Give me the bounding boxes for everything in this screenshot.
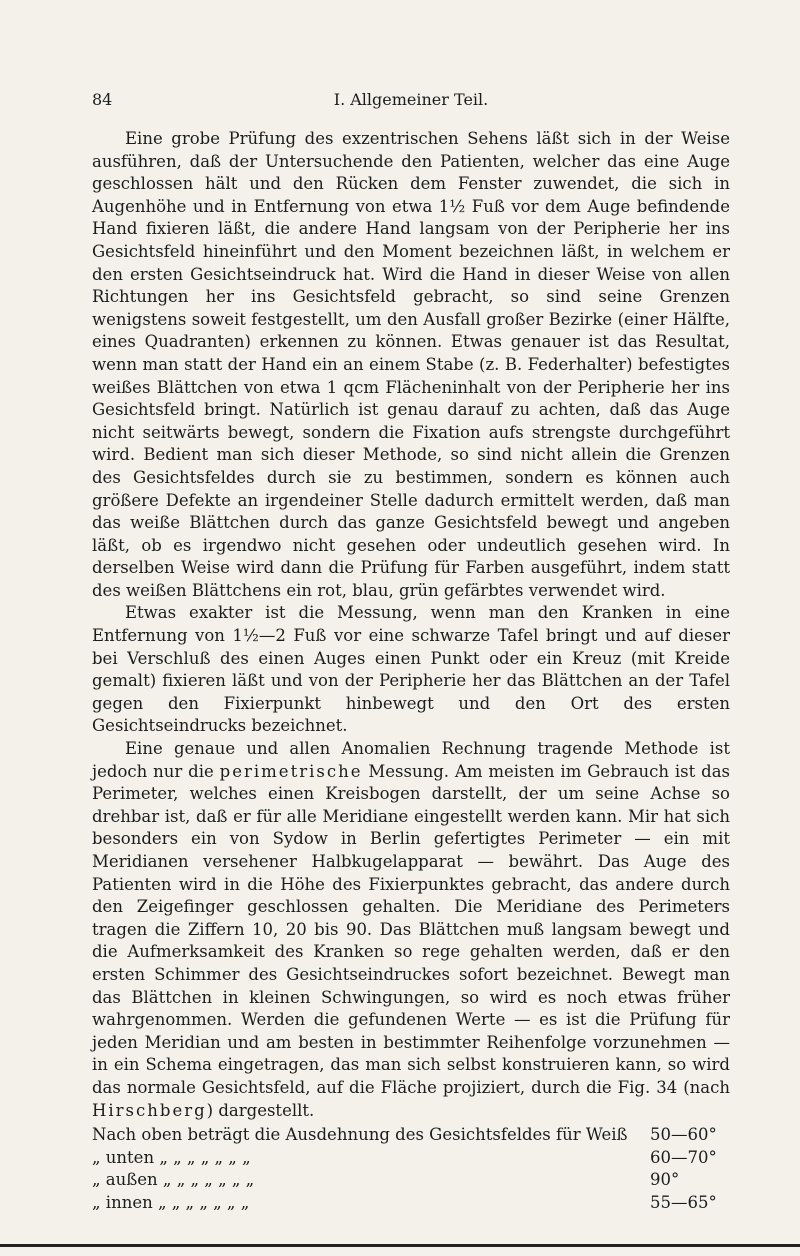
extent-label: „ unten „ „ „ „ „ „ „ <box>92 1147 251 1167</box>
emphasized-term: perimetrische <box>219 761 363 781</box>
list-item <box>92 1124 730 1147</box>
field-extent-list <box>92 1124 730 1214</box>
extent-value: 90° <box>650 1170 680 1190</box>
paragraph-perimeter <box>92 738 730 1122</box>
list-item <box>92 1192 730 1215</box>
paragraph-blackboard-test: Etwas exakter ist die Messung, wenn man den Kranken in eine Entfernung von 1½—2 Fuß vor eine schwarze Tafel bringt und auf dieser bei Verschluß des einen Auges einen Punkt oder ein Kreuz (mit Kreide gemalt) fixieren läßt und von der Peripherie her das Blättchen an der Tafel gegen den Fixierpunkt hinbewegt und den Ort des ersten Gesichtseindrucks bezeichnet. <box>92 603 730 736</box>
list-item <box>92 1169 730 1192</box>
extent-label: Nach oben beträgt die Ausdehnung des Gesichtsfeldes für Weiß <box>92 1125 628 1145</box>
extent-value: 60—70° <box>650 1147 717 1167</box>
paragraph-text: ) dargestellt. <box>206 1100 315 1120</box>
body-text <box>92 128 730 1215</box>
extent-label: „ außen „ „ „ „ „ „ „ <box>92 1170 255 1190</box>
paragraph-coarse-test: Eine grobe Prüfung des exzentrischen Sehens läßt sich in der Weise ausführen, daß der Untersuchende den Patienten, welcher das eine Auge geschlossen hält und den Rücken dem Fenster zuwendet, die sich in Augenhöhe und in Entfernung von etwa 1½ Fuß vor dem Auge befindende Hand fixieren läßt, die andere Hand langsam von der Peripherie her ins Gesichtsfeld hineinführt und den Moment bezeichnen läßt, in welchem er den ersten Gesichtseindruck hat. Wird die Hand in dieser Weise von allen Richtungen her ins Gesichtsfeld gebracht, so sind seine Grenzen wenigstens soweit festgestellt, um den Ausfall großer Bezirke (einer Hälfte, eines Quadranten) erkennen zu können. Etwas genauer ist das Resultat, wenn man statt der Hand ein an einem Stabe (z. B. Federhalter) befestigtes weißes Blättchen von etwa 1 qcm Flächeninhalt von der Peripherie her ins Gesichtsfeld bringt. Natürlich ist genau darauf zu achten, daß das Auge nicht seitwärts bewegt, sondern die Fixation aufs strengste durchgeführt wird. Bedient man sich dieser Methode, so sind nicht allein die Grenzen des Gesichtsfeldes durch sie zu bestimmen, sondern es können auch größere Defekte an irgendeiner Stelle dadurch ermittelt werden, daß man das weiße Blättchen durch das ganze Gesichtsfeld bewegt und angeben läßt, ob es irgendwo nicht gesehen oder undeutlich gesehen wird. In derselben Weise wird dann die Prüfung für Farben ausgeführt, indem statt des weißen Blättchens ein rot, blau, grün gefärbtes verwendet wird. <box>92 129 730 600</box>
extent-value: 50—60° <box>650 1125 717 1145</box>
bottom-rule <box>0 1244 800 1247</box>
author-name: Hirschberg <box>92 1100 207 1120</box>
paragraph-text: Eine genaue und allen Anomalien Rechnung tragende Methode ist jedoch nur die <box>92 739 730 781</box>
extent-label: „ innen „ „ „ „ „ „ „ <box>92 1192 250 1212</box>
list-item <box>92 1147 730 1170</box>
page-number: 84 <box>92 90 113 109</box>
running-head: I. Allgemeiner Teil. <box>333 90 489 109</box>
paragraph-text: Messung. Am meisten im Gebrauch ist das Perimeter, welches einen Kreisbogen darstellt, der um seine Achse so drehbar ist, daß er für alle Meridiane eingestellt werden kann. Mir hat sich besonders ein von Sydow in Berlin gefertigtes Perimeter — ein mit Meridianen versehener Halbkugelapparat — bewährt. Das Auge des Patienten wird in die Höhe des Fixierpunktes gebracht, das andere durch den Zeigefinger geschlossen gehalten. Die Meridiane des Perimeters tragen die Ziffern 10, 20 bis 90. Das Blättchen muß langsam bewegt und die Aufmerksamkeit des Kranken so rege gehalten werden, daß er den ersten Schimmer des Gesichtseindruckes sofort bezeichnet. Bewegt man das Blättchen in kleinen Schwingungen, so wird es noch etwas früher wahrgenommen. Werden die gefundenen Werte — es ist die Prüfung für jeden Meridian und am besten in bestimmter Reihenfolge vorzunehmen — in ein Schema eingetragen, das man sich selbst konstruieren kann, so wird das normale Gesichtsfeld, auf die Fläche projiziert, durch die Fig. 34 (nach <box>92 761 730 1097</box>
page-header <box>92 90 730 116</box>
extent-value: 55—65° <box>650 1192 717 1212</box>
